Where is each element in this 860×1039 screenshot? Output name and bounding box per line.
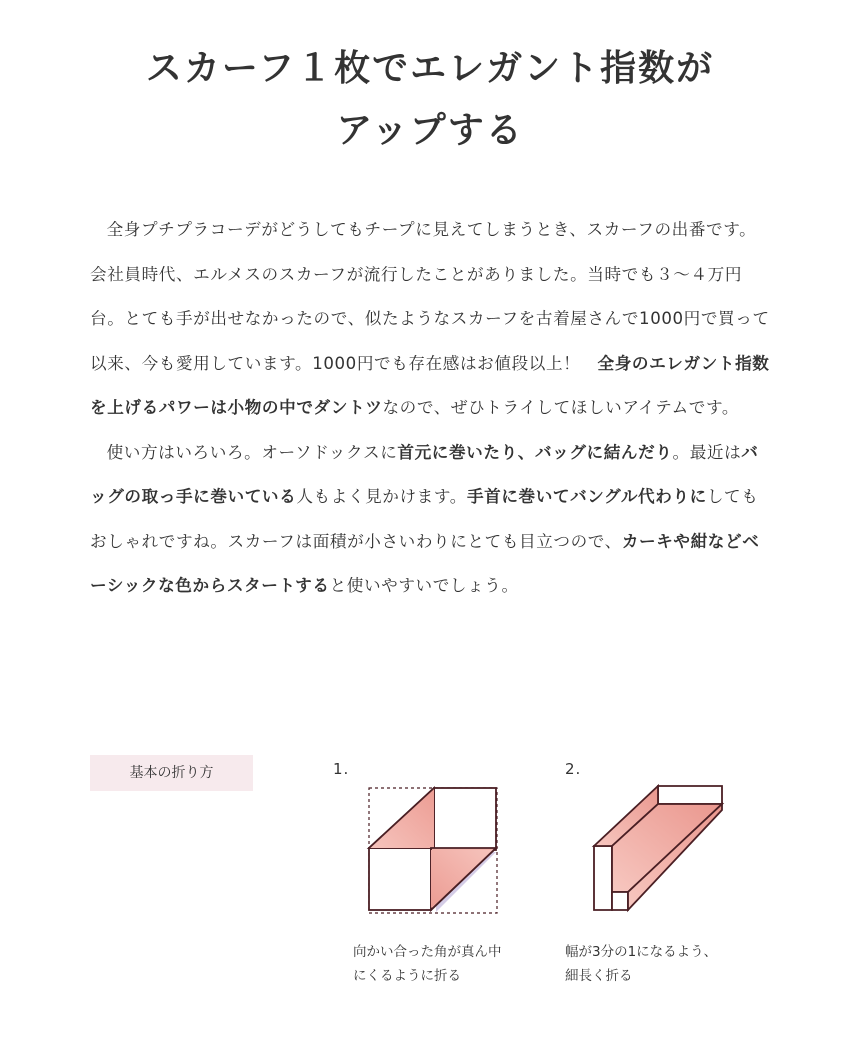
page-title [0,38,860,162]
paragraph-2-highlight-4: カーキや紺などベーシックな色からスタートする [90,531,760,595]
step-1-number: 1. [333,760,350,778]
paragraph-1-text-2: なので、ぜひトライしてほしいアイテムです。 [382,398,740,417]
step-2-caption [565,940,717,988]
paragraph-2-text-1: 使い方はいろいろ。オーソドックスに [106,442,398,462]
step-2-caption-line-2: 細長く折る [565,968,633,984]
paragraph-2-highlight-2: バッグの取っ手に巻いている [90,442,759,506]
step-2-caption-line-1: 幅が3分の1になるよう、 [565,944,718,960]
step-2-number: 2. [565,760,582,778]
step-1-caption [353,940,502,988]
paragraph-2-text-2: 。最近は [672,442,742,462]
paragraph-1-text-1: 全身プチプラコーデがどうしてもチープに見えてしまうとき、スカーフの出番です。会社員時代、エルメスのスカーフが流行したことがありました。当時でも３～４万円台。とても手が出せなかったので、似たようなスカーフを古着屋さんで1000円で買って以来、今も愛用しています。1000円でも存在感はお値段以上！ [90,220,770,373]
paragraph-2-highlight-3: 手首に巻いてバングル代わりに [466,487,707,506]
step-1-caption-line-2: にくるように折る [353,968,461,984]
paragraph-2-text-4: してもおしゃれですね。スカーフは面積が小さいわりにとても目立つので、 [90,487,759,551]
paragraph-2 [90,431,772,609]
title-line-1: スカーフ１枚でエレガント指数が [145,48,715,89]
paragraph-2-text-5: と使いやすいでしょう。 [329,576,519,595]
article-body [90,208,772,609]
step-2-fold-diagram [588,780,728,920]
section-label-basic-fold: 基本の折り方 [90,755,253,791]
paragraph-2-text-3: 人もよく見かけます。 [296,487,467,506]
paragraph-1-highlight-1: 全身のエレガント指数を上げるパワーは小物の中でダントツ [90,353,770,417]
step-1-fold-diagram [360,782,510,922]
title-line-2: アップする [336,110,524,151]
paragraph-2-highlight-1: 首元に巻いたり、バッグに結んだり [397,442,673,462]
step-1-caption-line-1: 向かい合った角が真ん中 [353,944,502,960]
paragraph-1 [90,208,772,431]
